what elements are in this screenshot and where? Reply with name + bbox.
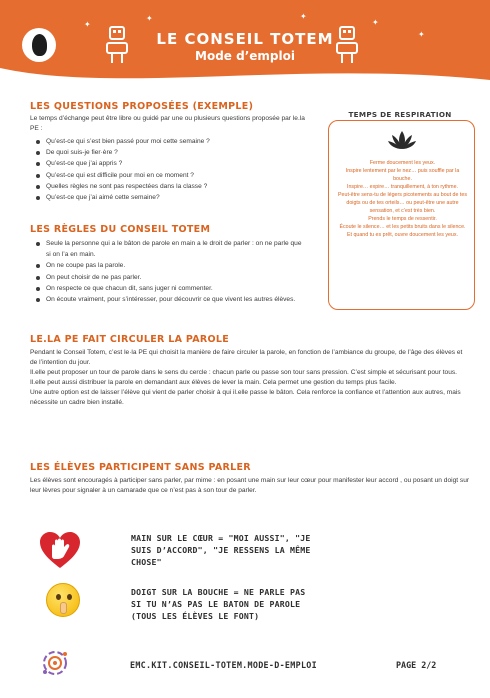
silent-heading: LES ÉLÈVES PARTICIPENT SANS PARLER [30, 462, 251, 473]
sparkle-icon: ✦ [300, 12, 307, 21]
list-item: On respecte ce que chacun dit, sans juger ni commenter. [34, 283, 304, 294]
header-wave-decoration [0, 60, 490, 92]
list-item: On écoute vraiment, pour s’intéresser, pour découvrir ce que vivent les autres élèves. [34, 294, 304, 305]
respiration-line: Ferme doucement les yeux. [369, 160, 436, 166]
list-item: Qu’est-ce qui s’est bien passé pour moi cette semaine ? [34, 136, 319, 147]
list-item: Seule la personne qui a le bâton de parole en main a le droit de parler : on ne parle que si on l’a en main. [34, 238, 304, 260]
shushing-face-icon [46, 583, 80, 617]
list-item: On peut choisir de ne pas parler. [34, 272, 304, 283]
rules-list [34, 238, 304, 305]
page-number: PAGE 2/2 [396, 660, 437, 670]
sparkle-icon: ✦ [418, 30, 425, 39]
sparkle-icon: ✦ [84, 20, 91, 29]
respiration-box [328, 120, 475, 310]
list-item: Qu’est-ce que j’ai aimé cette semaine? [34, 192, 319, 203]
questions-intro: Le temps d’échange peut être libre ou guidé par une ou plusieurs questions proposée par le.la PE : [30, 115, 305, 132]
circulation-text [30, 348, 468, 408]
rules-heading: LES RÈGLES DU CONSEIL TOTEM [30, 224, 211, 235]
circulation-heading: LE.LA PE FAIT CIRCULER LA PAROLE [30, 334, 230, 345]
silent-intro: Les élèves sont encouragés à participer sans parler, par mime : en posant une main sur leur cœur pour manifester leur accord , ou posant un doigt sur leur lèvres pour signaler à un camarade que ce n’est pas à son tour de parler. [30, 477, 470, 494]
respiration-line: Inspire… expire… tranquillement, à ton rythme. [347, 184, 458, 190]
list-item: On ne coupe pas la parole. [34, 260, 304, 271]
totem-icon [104, 26, 130, 64]
list-item: Quelles règles ne sont pas respectées dans la classe ? [34, 181, 319, 192]
list-item: Qu’est-ce que j’ai appris ? [34, 158, 319, 169]
circulation-paragraph: Pendant le Conseil Totem, c’est le·la PE qui choisit la manière de faire circuler la parole, en fonction de l’ambiance du groupe, de l’âge des élèves et de l’intention du jour. [30, 349, 463, 366]
sparkle-icon: ✦ [372, 18, 379, 27]
questions-list [34, 136, 319, 203]
respiration-line: Écoute le silence… et les petits bruits dans le silence. [339, 224, 466, 230]
respiration-text [337, 159, 468, 239]
sparkle-icon: ✦ [146, 14, 153, 23]
kit-logo-icon [40, 648, 70, 678]
respiration-line: Peut-être sens-tu de légers picotements au bout de tes doigts ou de tes orteils… ou peut-être une autre sensation, et c’est très bien. [338, 192, 467, 214]
shushing-caption: DOIGT SUR LA BOUCHE = NE PARLE PAS SI TU N’AS PAS LE BATON DE PAROLE (TOUS LES ÉLÈVES LE FONT) [131, 587, 306, 621]
circulation-paragraph: Il.elle peut proposer un tour de parole dans le sens du cercle : chacun parle ou passe son tour sans pression. C’est simple et sécurisant pour tous. [30, 369, 458, 376]
lotus-icon [387, 129, 417, 151]
respiration-line: Inspire lentement par le nez… puis souffle par la bouche. [345, 168, 460, 182]
hand-on-heart-icon [38, 530, 82, 570]
page-subtitle: Mode d’emploi [195, 49, 295, 63]
head-silhouette-icon [22, 28, 56, 62]
respiration-line: Prends le temps de ressentir. [368, 216, 437, 222]
page-title: LE CONSEIL TOTEM [156, 30, 334, 48]
circulation-paragraph: Une autre option est de laisser l’élève qui vient de parler choisir à qui il.elle passe le bâton. Cela renforce la confiance et l’attention aux autres, mais nécessite un cadre bien installé. [30, 389, 461, 406]
list-item: De quoi suis-je fier·ère ? [34, 147, 319, 158]
circulation-paragraph: Il.elle peut aussi distribuer la parole en demandant aux élèves de lever la main. Cela permet une gestion du temps plus facile. [30, 379, 397, 386]
list-item: Qu’est-ce qui est difficile pour moi en ce moment ? [34, 170, 319, 181]
document-code: EMC.KIT.CONSEIL-TOTEM.MODE-D-EMPLOI [130, 660, 317, 670]
questions-heading: LES QUESTIONS PROPOSÉES (EXEMPLE) [30, 101, 254, 112]
respiration-line: Et quand tu es prêt, ouvre doucement les yeux. [346, 232, 458, 238]
respiration-label: TEMPS DE RESPIRATION [348, 110, 452, 119]
page-header [0, 0, 490, 92]
hand-on-heart-caption: MAIN SUR LE CŒUR = "MOI AUSSI", "JE SUIS D’ACCORD", "JE RESSENS LA MÊME CHOSE" [131, 533, 311, 567]
